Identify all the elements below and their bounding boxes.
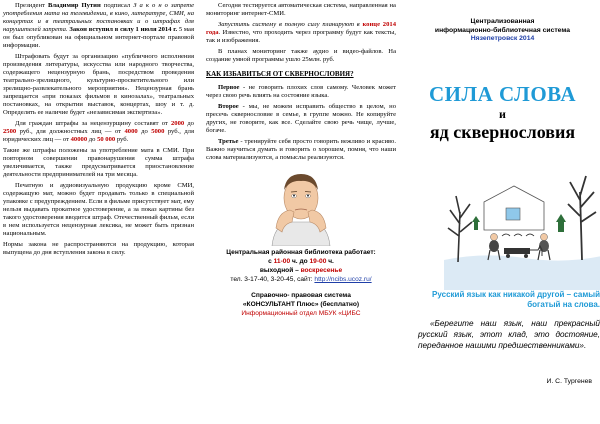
shushing-face-image [260,166,342,246]
library-hours: с 11-00 ч. до 19-00 ч. [268,258,334,265]
quote-intro: Русский язык как никакой другой – самый богатый на слова. [432,290,600,309]
sps-line-3: Информационный отдел МБУК «ЦИБС [241,310,361,317]
monitoring-paragraph-1: Сегодня тестируется автоматическая система, направленная на мониторинг интернет-СМИ. [206,2,396,17]
sps-line-1: Справочно- правовая система [251,292,351,299]
advice-first: Первое - не говорить плохих слов самому. Человек может через свою речь влиять на состояние языка. [206,84,396,99]
winter-illustration [444,152,600,290]
law-paragraph-1: Президент Владимир Путин подписал З а к о н о запрете употребления мата на телевидении, в кино, литературе, СМИ, на концертах и в театральных постановках и о штрафах для нарушителей запрета. Закон вступил в силу 1 июля 2014 г. 5 мая он был опубликован на официальном интернет-портале правовой информации. [3,2,194,49]
monitoring-paragraph-2: Запустить систему в полную силу планируют в конце 2014 года. Известно, что проходить через программу будут как тексты, так и изображения. [206,21,396,44]
law-column [0,0,200,424]
advice-third: Третье - тренируйте себя просто говорить вежливо и красиво. Важно научиться думать и говорить о хорошем, помня, что наши слова материализуются, а помыслы реализуются. [206,138,396,161]
cover-header: Централизованная информационно-библиотечная система Нязепетровск 2014 [434,18,571,42]
library-contacts: тел. 3-17-40, 3-20-45, сайт: http://ncibs.ucoz.ru/ [230,276,372,283]
library-site-link[interactable]: http://ncibs.ucoz.ru/ [314,276,372,283]
library-title: Центральная районная библиотека работает: [226,249,376,256]
advice-second: Второе - мы, не можем исправить общество в целом, но пресечь сквернословие в семье, в группе можно. Не копируйте других, не говорите, как все. Сделайте свою речь чище, лучше, богаче. [206,103,396,134]
law-paragraph-4: Такие же штрафы положены за употребление мата в СМИ. При повторном совершении правонарушения сумма штрафа увеличивается, также предусматривается приостановление деятельности предпринимателей на три месяца. [3,147,194,178]
sps-line-2: «КОНСУЛЬТАНТ Плюс» (бесплатно) [242,301,360,308]
monitoring-paragraph-3: В планах мониторинг также аудио и видео-файлов. На создание умной программы ушло 25млн. руб. [206,48,396,63]
quote-author: И. С. Тургенев [546,378,592,385]
law-paragraph-6: Нормы закона не распространяются на продукцию, которая выпущена до дня вступления закона в силу. [3,241,194,256]
cover-column [402,0,600,424]
library-info [206,248,396,318]
law-paragraph-5: Печатную и аудиовизуальную продукцию кроме СМИ, содержащую мат, можно будет продавать только в специальной упаковке с предупреждением. Если в фильме присутствует мат, ему нельзя выдавать прокатное удостоверение, а за показ картины без такого удостоверения вводится штраф. Отечественный фильм, если в нем используется нецензурная лексика, не может быть признан национальным. [3,182,194,237]
turgenev-quote: «Берегите наш язык, наш прекрасный русский язык, этот клад, это достояние, переданное нашими предшественниками». [418,319,600,350]
advice-column [202,0,400,424]
advice-heading: КАК ИЗБАВИТЬСЯ ОТ СКВЕРНОСЛОВИЯ? [206,70,354,78]
cover-title: СИЛА СЛОВА и яд сквернословия [428,81,577,142]
library-dayoff: выходной – воскресенье [259,267,343,274]
fines-paragraph: Для граждан штрафы за нецензурщину составят от 2000 до 2500 руб., для должностных лиц — от 4000 до 5000 руб., для юридических лиц — от 40000 до 50 000 руб. [3,120,195,143]
law-paragraph-2: Штрафовать будут за организацию «публичного исполнения произведения литературы, искусства или народного творчества, содержащего нецензурную брань, посредством проведения театрально-зрелищного, культурно-просветительного или зрелищно-развлекательного мероприятия». Нецензурная брань запрещается «при показах фильмов в кинозалах», театральных постановках, на открытии выставок, концертах, шоу и т. д. Определять ее наличие будет «независимая экспертиза». [3,53,194,116]
